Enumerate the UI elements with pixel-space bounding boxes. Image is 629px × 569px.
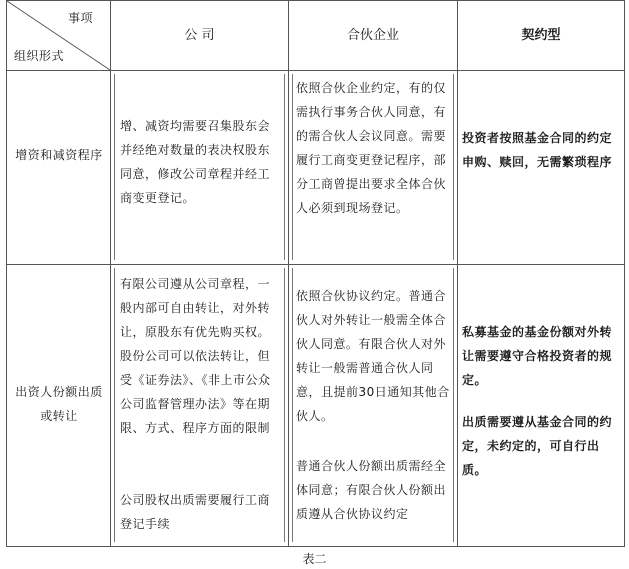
inner-rule — [453, 268, 454, 542]
contract-capital-change: 投资者按照基金合同的约定申购、赎回，无需繁琐程序 — [462, 131, 613, 169]
inner-rule — [114, 268, 115, 542]
company-equity-pledge: 公司股权出质需要履行工商登记手续 — [120, 493, 271, 531]
company-share-transfer: 有限公司遵从公司章程，一般内部可自由转让，对外转让，原股东有优先购买权。股份公司可以依法转让，但受《证券法》、《非上市公众公司监督管理办法》等在期限、方式、程序方面的限制 — [120, 277, 271, 435]
partnership-capital-change: 依照合伙企业约定，有的仅需执行事务合伙人同意，有的需合伙人会议同意。需要履行工商变更登记程序，部分工商曾提出要求全体合伙人必须到现场登记。 — [296, 81, 447, 215]
header-company: 公 司 — [184, 28, 215, 43]
table-border-left — [6, 0, 7, 547]
contract-share-transfer: 私募基金的基金份额对外转让需要遵守合格投资者的规定。 — [462, 325, 613, 387]
table-caption: 表二 — [302, 552, 327, 566]
contract-share-pledge: 出质需要遵从基金合同的约定，未约定的，可自行出质。 — [462, 415, 613, 477]
inner-rule — [292, 268, 293, 542]
inner-rule — [114, 74, 115, 260]
col-divider-3 — [457, 0, 458, 547]
corner-top-label: 事项 — [68, 11, 94, 25]
partnership-share-transfer: 依照合伙协议约定。普通合伙人对外转让一般需全体合伙人同意。有限合伙人对外转让一般需普通合伙人同意，且提前30日通知其他合伙人。 — [296, 289, 450, 423]
table-border-bottom — [6, 546, 625, 547]
col-divider-2 — [288, 0, 289, 547]
row-label-capital-change: 增资和减资程序 — [15, 148, 103, 162]
inner-rule — [284, 74, 285, 260]
row-label-share-transfer: 出资人份额出质或转让 — [15, 385, 103, 423]
comparison-table — [6, 0, 625, 547]
header-partnership: 合伙企业 — [346, 28, 399, 43]
inner-rule — [453, 74, 454, 260]
company-capital-change: 增、减资均需要召集股东会并经绝对数量的表决权股东同意，修改公司章程并经工商变更登记。 — [120, 119, 271, 205]
row-divider — [6, 264, 625, 265]
inner-rule — [292, 74, 293, 260]
table-border-right — [624, 0, 625, 547]
partnership-share-pledge: 普通合伙人份额出质需经全体同意；有限合伙人份额出质遵从合伙协议约定 — [296, 459, 447, 521]
inner-rule — [284, 268, 285, 542]
col-divider-1 — [110, 0, 111, 547]
header-contract: 契约型 — [521, 28, 561, 43]
corner-bottom-label: 组织形式 — [14, 49, 65, 63]
